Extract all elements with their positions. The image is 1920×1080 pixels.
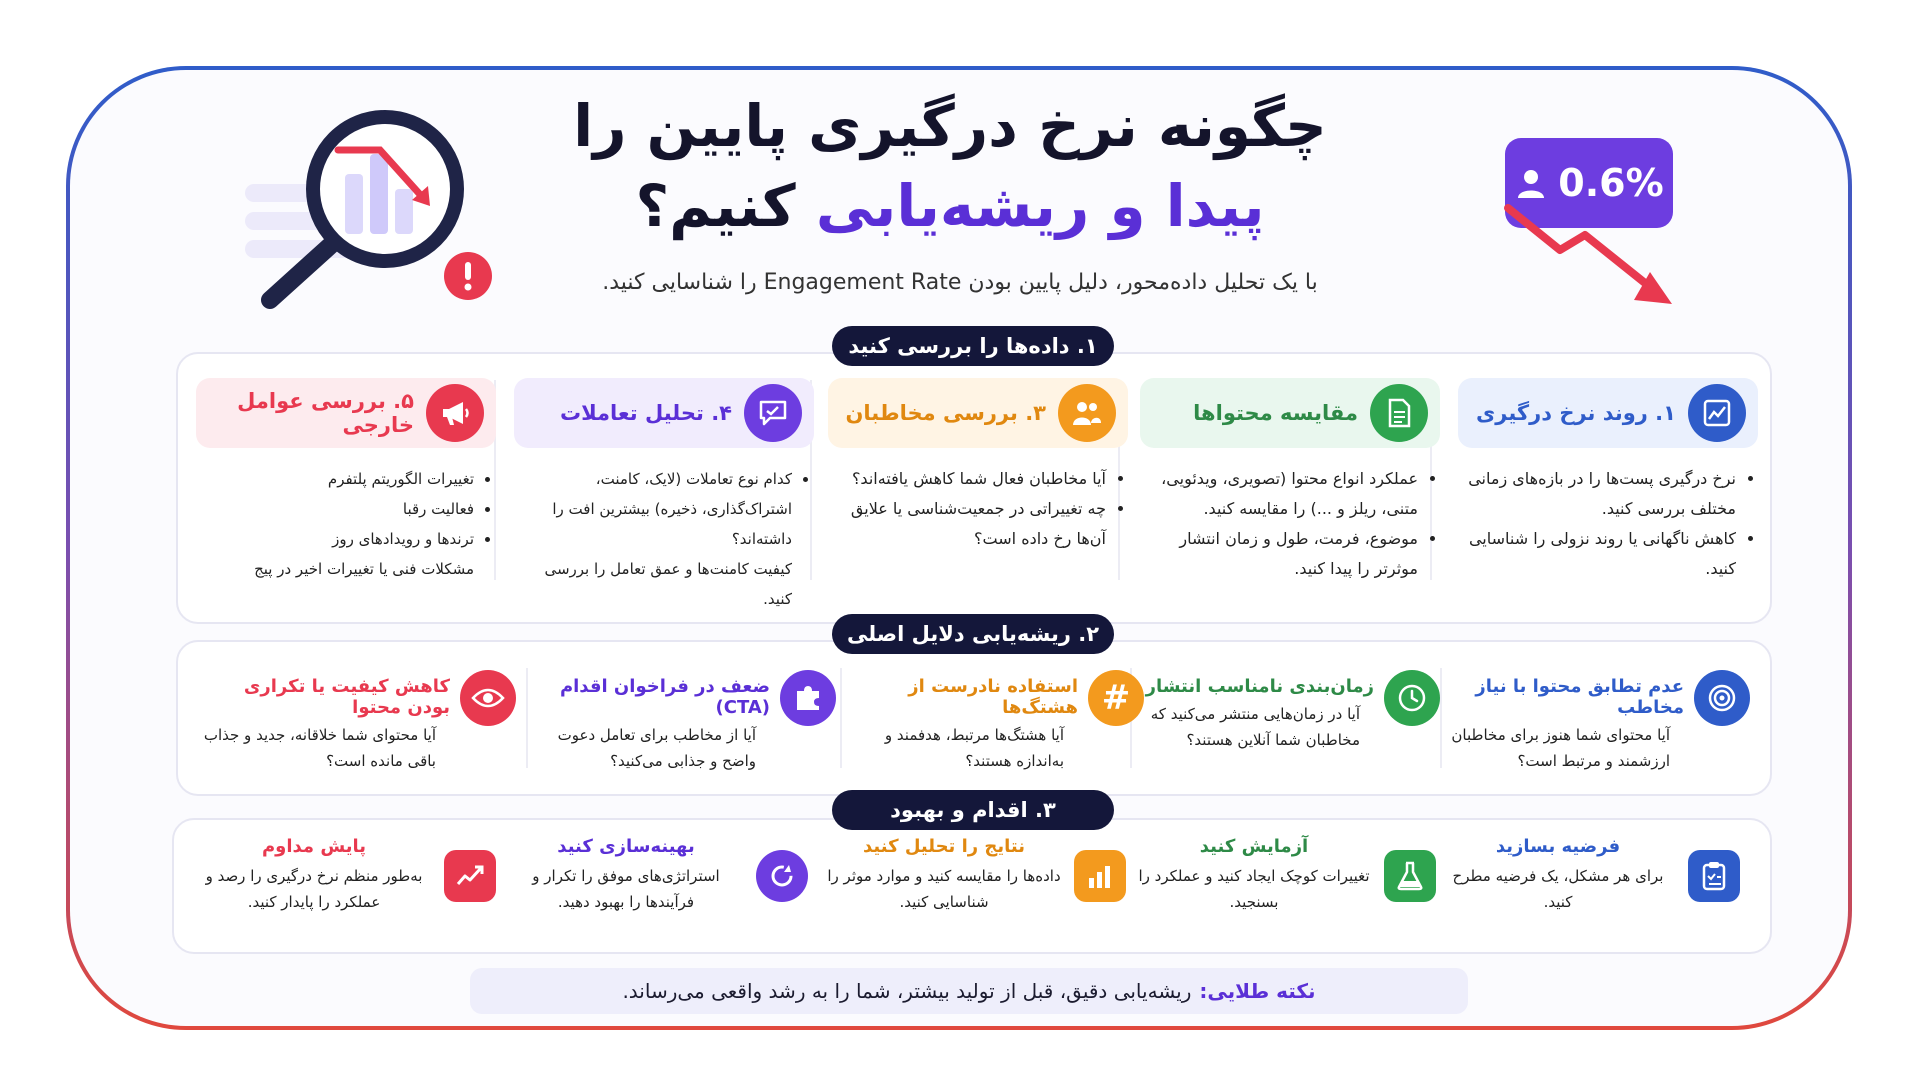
- hashtag-icon: #: [1088, 670, 1144, 726]
- bullet-item: • نرخ درگیری پست‌ها را در بازه‌های زمانی مختلف بررسی کنید.: [1458, 464, 1736, 524]
- reason-text: آیا محتوای شما هنوز برای مخاطبان ارزشمند و مرتبط است؟: [1451, 726, 1670, 770]
- step-title: بهینه‌سازی کنید: [557, 836, 695, 857]
- users-icon: [1058, 384, 1116, 442]
- section-1-label: ۱. داده‌ها را بررسی کنید: [832, 326, 1114, 366]
- chart-bar: [345, 174, 363, 234]
- clipboard-icon: [1688, 850, 1740, 902]
- title-line-2: [560, 166, 1340, 246]
- bar-chart-icon: [1074, 850, 1126, 902]
- divider: [840, 668, 842, 768]
- bullet-item: • ترندها و رویدادهای روز: [196, 524, 474, 554]
- reason-title: استفاده نادرست از هشتگ‌ها: [908, 676, 1078, 718]
- card-audience-review: [828, 378, 1128, 554]
- card-header: [828, 378, 1128, 448]
- step-experiment: [1136, 836, 1436, 915]
- reason-weak-cta: [536, 670, 836, 774]
- reason-content-mismatch: [1450, 670, 1750, 774]
- chart-bar: [395, 189, 413, 234]
- reason-text: آیا از مخاطب برای تعامل دعوت واضح و جذابی می‌کنید؟: [557, 726, 756, 770]
- card-interaction-analysis: [514, 378, 814, 614]
- document-icon: [1370, 384, 1428, 442]
- step-title: آزمایش کنید: [1199, 836, 1309, 857]
- card-title: ۳. بررسی مخاطبان: [845, 401, 1046, 425]
- user-icon: [1514, 166, 1548, 200]
- bullet-list: [1140, 464, 1440, 584]
- title-highlight: پیدا و ریشه‌یابی: [815, 172, 1265, 240]
- step-analyze: [826, 836, 1126, 915]
- bullet-item: • عملکرد انواع محتوا (تصویری، ویدئویی، متنی، ریلز و ...) را مقایسه کنید.: [1140, 464, 1418, 524]
- flask-icon: [1384, 850, 1436, 902]
- chat-icon: [744, 384, 802, 442]
- reason-hashtags: [844, 670, 1144, 774]
- title-line-2-text: کنیم؟: [635, 172, 796, 240]
- card-title: ۱. روند نرخ درگیری: [1476, 401, 1676, 425]
- bullet-item: • فعالیت رقبا: [196, 494, 474, 524]
- page-title: [560, 86, 1340, 246]
- reason-bad-timing: [1140, 670, 1440, 753]
- bullet-list: [514, 464, 814, 614]
- bullet-item: • موضوع، فرمت، طول و زمان انتشار موثرتر را پیدا کنید.: [1140, 524, 1418, 584]
- reason-text: آیا محتوای شما خلاقانه، جدید و جذاب باقی مانده است؟: [203, 726, 436, 770]
- step-text: برای هر مشکل، یک فرضیه مطرح کنید.: [1452, 867, 1664, 911]
- title-line-1: چگونه نرخ درگیری پایین را: [573, 92, 1327, 160]
- reason-text: آیا در زمان‌هایی منتشر می‌کنید که مخاطبان شما آنلاین هستند؟: [1150, 705, 1360, 749]
- reason-content-quality: [196, 670, 516, 774]
- card-title: ۴. تحلیل تعاملات: [559, 401, 732, 425]
- step-text: داده‌ها را مقایسه کنید و موارد موثر را شناسایی کنید.: [827, 867, 1061, 911]
- reason-title: زمان‌بندی نامناسب انتشار: [1145, 676, 1374, 697]
- chart-icon: [1688, 384, 1746, 442]
- tip-label: نکته طلایی:: [1199, 979, 1316, 1003]
- card-content-comparison: [1140, 378, 1440, 584]
- step-monitor: [196, 836, 496, 915]
- reason-title: عدم تطابق محتوا با نیاز مخاطب: [1475, 676, 1684, 718]
- section-2-label: ۲. ریشه‌یابی دلایل اصلی: [832, 614, 1114, 654]
- page-subtitle: با یک تحلیل داده‌محور، دلیل پایین بودن Engagement Rate را شناسایی کنید.: [602, 270, 1318, 295]
- tip-text: ریشه‌یابی دقیق، قبل از تولید بیشتر، شما را به رشد واقعی می‌رساند.: [622, 979, 1192, 1003]
- divider: [526, 668, 528, 768]
- bullet-item: • آیا مخاطبان فعال شما کاهش یافته‌اند؟: [828, 464, 1106, 494]
- bullet-item: کیفیت کامنت‌ها و عمق تعامل را بررسی کنید.: [544, 560, 792, 608]
- down-arrow-icon: [1500, 200, 1690, 310]
- bullet-list: [828, 464, 1128, 554]
- step-optimize: [508, 836, 808, 915]
- clock-icon: [1384, 670, 1440, 726]
- reason-title: ضعف در فراخوان اقدام (CTA): [559, 676, 770, 718]
- divider: [1440, 668, 1442, 768]
- bullet-item: مشکلات فنی یا تغییرات اخیر در پیج: [254, 560, 474, 578]
- step-text: استراتژی‌های موفق را تکرار و فرآیندها را بهبود دهید.: [532, 867, 720, 911]
- bullet-item: • تغییرات الگوریتم پلتفرم: [196, 464, 474, 494]
- megaphone-icon: [426, 384, 484, 442]
- bullet-list: [1458, 464, 1758, 584]
- target-icon: [1694, 670, 1750, 726]
- card-header: [514, 378, 814, 448]
- step-hypothesis: [1440, 836, 1740, 915]
- eye-icon: [460, 670, 516, 726]
- step-title: فرضیه بسازید: [1495, 836, 1621, 857]
- section-3-label: ۳. اقدام و بهبود: [832, 790, 1114, 830]
- card-header: [196, 378, 496, 448]
- reason-title: کاهش کیفیت یا تکراری بودن محتوا: [243, 676, 450, 718]
- bullet-item: • چه تغییراتی در جمعیت‌شناسی یا علایق آن‌ها رخ داده است؟: [828, 494, 1106, 554]
- step-title: نتایج را تحلیل کنید: [863, 836, 1025, 857]
- card-title: ۵. بررسی عوامل خارجی: [237, 389, 414, 437]
- bullet-list: [196, 464, 496, 584]
- puzzle-icon: [780, 670, 836, 726]
- refresh-icon: [756, 850, 808, 902]
- reason-text: آیا هشتگ‌ها مرتبط، هدفمند و به‌اندازه هستند؟: [884, 726, 1064, 770]
- step-text: به‌طور منظم نرخ درگیری را رصد و عملکرد را پایدار کنید.: [205, 867, 423, 911]
- badge-value: 0.6%: [1558, 161, 1664, 205]
- step-text: تغییرات کوچک ایجاد کنید و عملکرد را بسنجید.: [1138, 867, 1370, 911]
- step-title: پایش مداوم: [261, 836, 367, 857]
- card-title: مقایسه محتواها: [1193, 401, 1358, 425]
- chart-bar: [370, 154, 388, 234]
- card-header: [1140, 378, 1440, 448]
- bullet-item: • کدام نوع تعاملات (لایک، کامنت، اشتراک‌گذاری، ذخیره) بیشترین افت را داشته‌اند؟: [514, 464, 792, 554]
- trend-icon: [444, 850, 496, 902]
- card-engagement-trend: [1458, 378, 1758, 584]
- golden-tip: [470, 968, 1468, 1014]
- bullet-item: • کاهش ناگهانی یا روند نزولی را شناسایی کنید.: [1458, 524, 1736, 584]
- card-header: [1458, 378, 1758, 448]
- card-external-factors: [196, 378, 496, 584]
